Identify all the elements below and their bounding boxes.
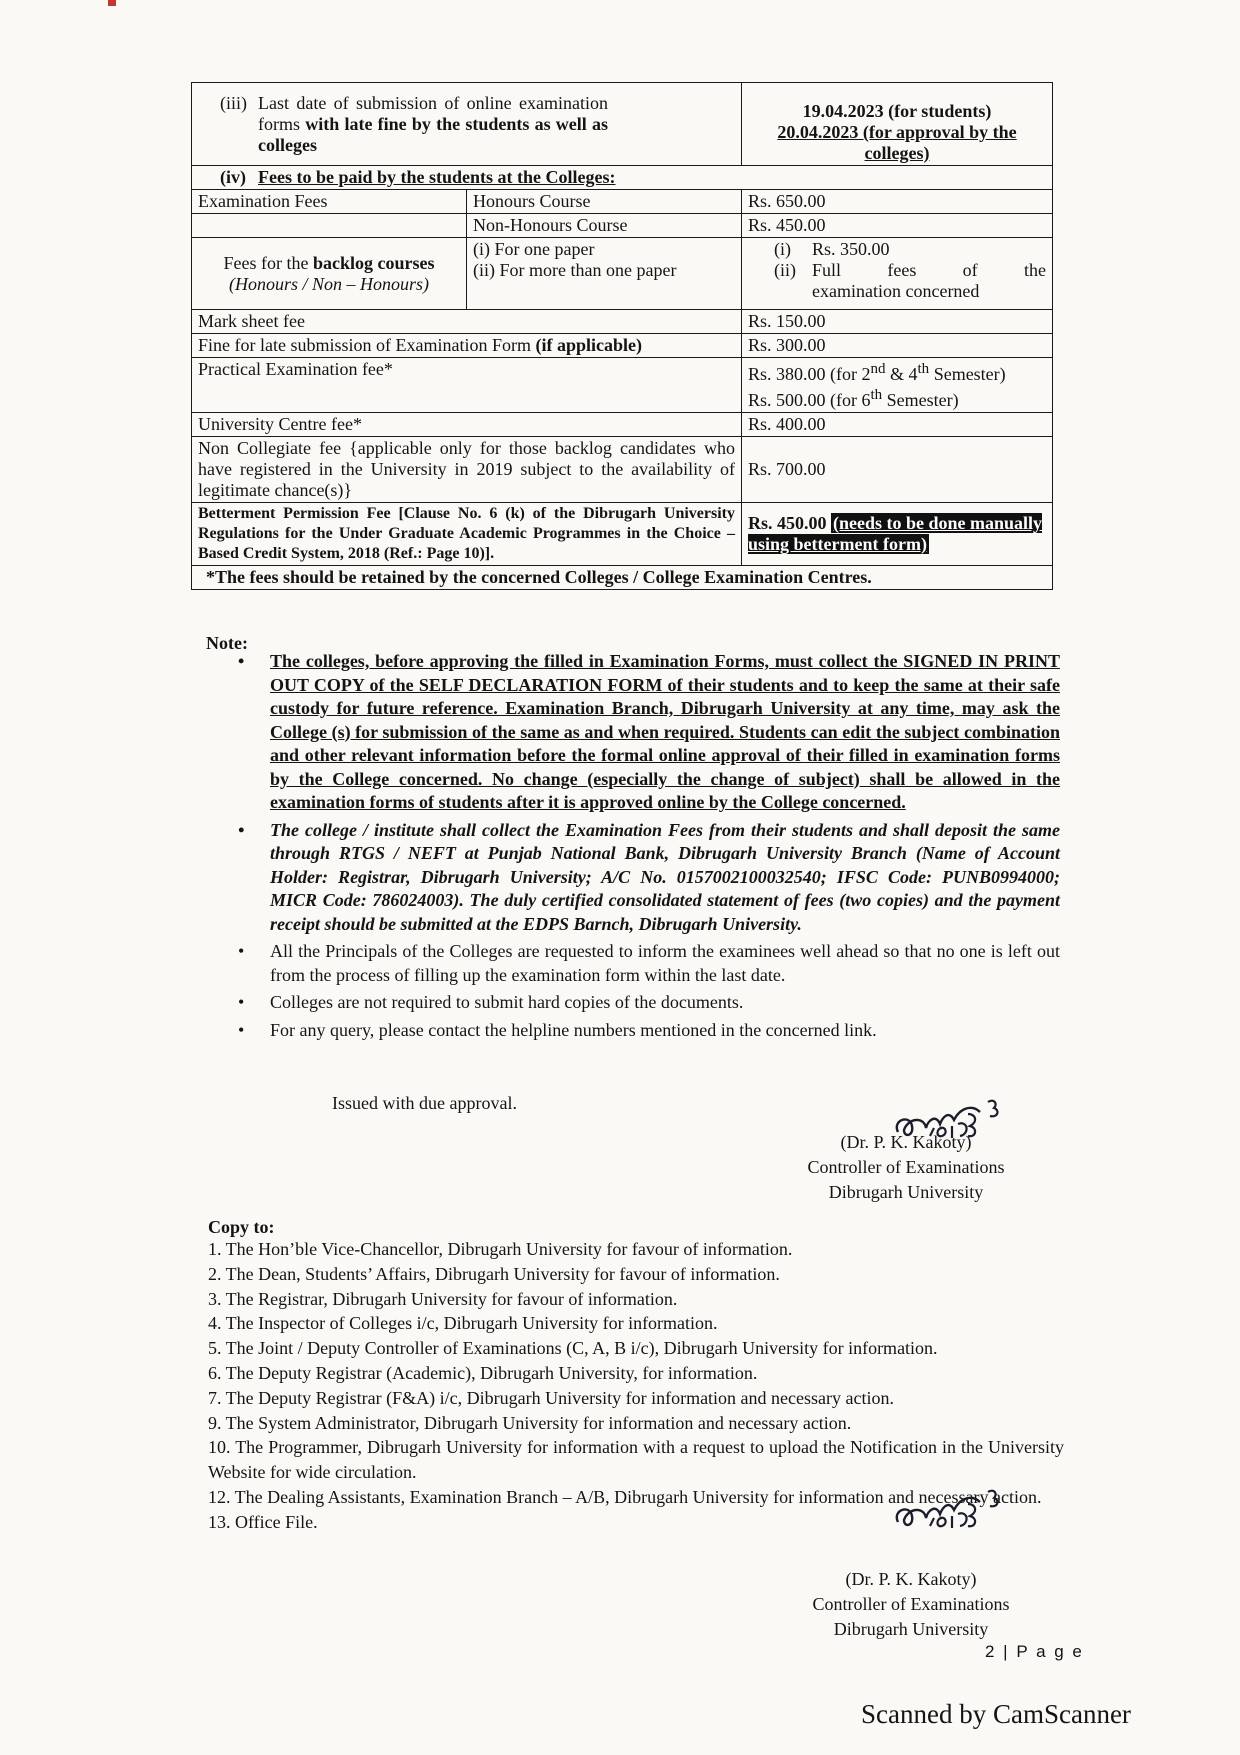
bullet-icon: •	[238, 1019, 245, 1040]
list-item: 2. The Dean, Students’ Affairs, Dibrugarh University for favour of information.	[208, 1263, 780, 1284]
scan-corner-mark	[108, 0, 116, 6]
list-item: 3. The Registrar, Dibrugarh University for favour of information.	[208, 1288, 678, 1309]
note-heading: Note:	[206, 633, 248, 653]
backlog-ii-word: the	[1023, 260, 1046, 280]
late-fine-label: Fine for late submission of Examination Form	[198, 335, 531, 355]
table-row	[192, 238, 1053, 310]
signature-image	[890, 1480, 1010, 1540]
list-item: 9. The System Administrator, Dibrugarh University for information and necessary action.	[208, 1412, 852, 1433]
non-honours-fee: Rs. 450.00	[742, 214, 1053, 238]
backlog-i-value: Rs. 350.00	[812, 239, 890, 259]
list-item: 7. The Deputy Registrar (F&A) i/c, Dibrugarh University for information and necessary action.	[208, 1387, 894, 1408]
honours-fee: Rs. 650.00	[742, 190, 1053, 214]
list-item: 10. The Programmer, Dibrugarh University for information with a request to upload the Notification in the University Website for wide circulation.	[208, 1437, 1064, 1483]
row-iii-text: Last date of submission of online examination forms	[258, 93, 608, 134]
last-date-colleges: 20.04.2023 (for approval by the colleges)	[777, 122, 1017, 163]
mark-sheet-fee: Rs. 150.00	[742, 310, 1053, 334]
table-row	[192, 334, 1053, 358]
table-row	[192, 503, 1053, 566]
backlog-label-bold: backlog courses	[312, 252, 435, 273]
list-item: • The colleges, before approving the filled in Examination Forms, must collect the SIGNED IN PRINT OUT COPY of the SELF DECLARATION FORM of their students and to keep the same at their safe custody for future reference. Examination Branch, Dibrugarh University at any time, may ask the College (s) for submission of the same as and when required. Students can edit the subject combination and other relevant information before the formal online approval of their filled in examination forms by the College concerned. No change (especially the change of subject) shall be allowed in the examination forms of students after it is approved online by the College concerned.	[238, 651, 1060, 812]
table-row	[192, 166, 1053, 190]
table-row	[192, 437, 1053, 503]
table-row	[192, 83, 1053, 166]
backlog-ii-value: examination concerned	[812, 281, 980, 301]
mark-sheet-label: Mark sheet fee	[192, 310, 742, 334]
table-row	[192, 214, 1053, 238]
list-item: • All the Principals of the Colleges are requested to inform the examinees well ahead so that no one is left out from the process of filling up the examination form within the last date.	[238, 941, 1060, 985]
list-item: 6. The Deputy Registrar (Academic), Dibrugarh University, for information.	[208, 1362, 758, 1383]
row-number: (iv)	[220, 167, 246, 187]
signatory-org: Dibrugarh University	[833, 1619, 989, 1639]
backlog-ii: (ii)	[774, 260, 796, 280]
backlog-ii-word: Full	[812, 260, 842, 280]
list-item: • For any query, please contact the helpline numbers mentioned in the concerned link.	[238, 1019, 1060, 1043]
backlog-ii-word: fees	[887, 260, 917, 280]
table-row	[192, 566, 1053, 590]
non-collegiate-label: Non Collegiate fee {applicable only for those backlog candidates who have registered in the University in 2019 subject to the availability of legitimate chance(s)}	[192, 437, 742, 503]
centre-fee-label: University Centre fee*	[192, 413, 742, 437]
signatory-block	[751, 1567, 1071, 1642]
backlog-one-paper: (i) For one paper	[473, 239, 595, 259]
list-item: 13. Office File.	[208, 1511, 318, 1532]
issued-line: Issued with due approval.	[332, 1093, 517, 1113]
backlog-i: (i)	[774, 239, 791, 259]
signatory-name: (Dr. P. K. Kakoty)	[840, 1132, 972, 1152]
betterment-highlight: (needs to be done manually using betterment form)	[748, 513, 1043, 554]
betterment-label: Betterment Permission Fee [Clause No. 6 (k) of the Dibrugarh University Regulations for the Under Graduate Academic Programmes in the Choice – Based Credit System, 2018 (Ref.: Page 10)].	[192, 503, 742, 566]
fee-table	[191, 82, 1053, 590]
non-collegiate-fee: Rs. 700.00	[742, 437, 1053, 503]
late-fine-fee: Rs. 300.00	[742, 334, 1053, 358]
list-item: 12. The Dealing Assistants, Examination Branch – A/B, Dibrugarh University for information and necessary action.	[208, 1486, 1042, 1507]
signatory-block	[746, 1130, 1066, 1205]
list-item: • The college / institute shall collect the Examination Fees from their students and shall deposit the same through RTGS / NEFT at Punjab National Bank, Dibrugarh University Branch (Name of Account Holder: Registrar, Dibrugarh University; A/C No. 0157002100032540; IFSC Code: PUNB0994000; MICR Code: 786024003). The duly certified consolidated statement of fees (two copies) and the payment receipt should be submitted at the EDPS Barnch, Dibrugarh University.	[238, 819, 1060, 934]
signatory-title: Controller of Examinations	[812, 1594, 1010, 1614]
signatory-title: Controller of Examinations	[807, 1157, 1005, 1177]
backlog-label: Fees for the	[223, 252, 309, 273]
practical-fee-2: Rs. 500.00 (for 6th Semester)	[748, 387, 959, 410]
backlog-ii-word: of	[962, 260, 978, 280]
row-iii-text-bold: with late fine by the students as well as colleges	[258, 114, 609, 155]
signatory-org: Dibrugarh University	[828, 1182, 984, 1202]
list-item: 1. The Hon’ble Vice-Chancellor, Dibrugarh University for favour of information.	[208, 1239, 793, 1259]
last-date-students: 19.04.2023 (for students)	[802, 101, 992, 121]
list-item: 5. The Joint / Deputy Controller of Examinations (C, A, B i/c), Dibrugarh University for information.	[208, 1338, 938, 1359]
scanner-watermark: Scanned by CamScanner	[861, 1699, 1131, 1729]
bullet-icon: •	[238, 992, 245, 1012]
row-number: (iii)	[220, 93, 247, 113]
table-row	[192, 413, 1053, 437]
signatory-name: (Dr. P. K. Kakoty)	[845, 1569, 977, 1589]
fee-footnote: *The fees should be retained by the concerned Colleges / College Examination Centres.	[192, 566, 1053, 590]
betterment-fee: Rs. 450.00	[748, 513, 827, 533]
table-row	[192, 358, 1053, 413]
backlog-label-italic: (Honours / Non – Honours)	[228, 273, 429, 294]
list-item: 4. The Inspector of Colleges i/c, Dibrugarh University for information.	[208, 1313, 718, 1334]
exam-fees-label: Examination Fees	[192, 190, 467, 214]
table-row	[192, 190, 1053, 214]
page-number: 2 | P a g e	[985, 1642, 1084, 1661]
bullet-icon: •	[238, 651, 245, 671]
late-fine-label-bold: (if applicable)	[535, 335, 642, 355]
copy-to-heading: Copy to:	[208, 1217, 275, 1237]
practical-label: Practical Examination fee*	[192, 358, 742, 413]
notes-list	[238, 650, 1060, 1046]
non-honours-label: Non-Honours Course	[467, 214, 742, 238]
bullet-icon: •	[238, 941, 245, 961]
bullet-icon: •	[238, 819, 245, 840]
list-item: • Colleges are not required to submit hard copies of the documents.	[238, 991, 1060, 1015]
row-iv-text: Fees to be paid by the students at the Colleges:	[258, 167, 616, 187]
table-row	[192, 310, 1053, 334]
centre-fee: Rs. 400.00	[742, 413, 1053, 437]
backlog-more-papers: (ii) For more than one paper	[473, 260, 677, 280]
practical-fee-1: Rs. 380.00 (for 2nd & 4th Semester)	[748, 361, 1006, 384]
honours-label: Honours Course	[467, 190, 742, 214]
